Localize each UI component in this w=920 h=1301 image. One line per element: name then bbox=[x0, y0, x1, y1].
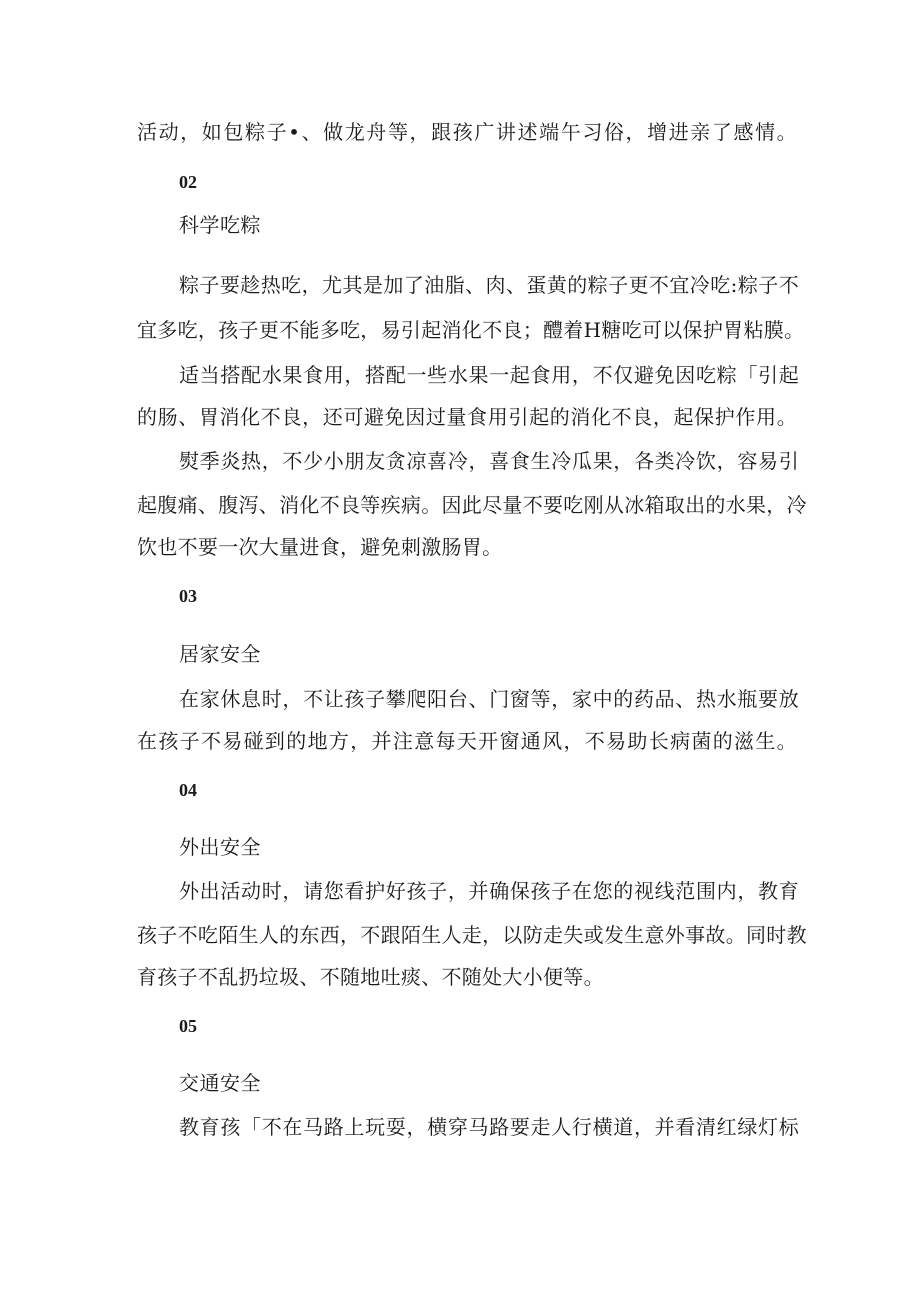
intro-line: 活动，如包粽子•、做龙舟等，跟孩广讲述端午习俗，增进亲了感情。 bbox=[137, 120, 797, 144]
paragraph-line: 宜多吃，孩子更不能多吃，易引起消化不良；醴着H糖吃可以保护胃粘膜。 bbox=[137, 318, 805, 342]
paragraph-line: 饮也不要一次大量进食，避免刺激肠胃。 bbox=[137, 535, 503, 559]
paragraph-line: 教育孩「不在马路上玩耍，横穿马路要走人行横道，并看清红绿灯标 bbox=[179, 1115, 799, 1139]
paragraph-line: 在孩子不易碰到的地方，并注意每天开窗通风，不易助长病菌的滋生。 bbox=[137, 729, 797, 753]
section-number-02: 02 bbox=[179, 172, 197, 192]
paragraph-line: 适当搭配水果食用，搭配一些水果一起食用，不仅避免因吃粽「引起 bbox=[179, 363, 799, 387]
section-number-03: 03 bbox=[179, 586, 197, 606]
paragraph-line: 育孩子不乱扔垃圾、不随地吐痰、不随处大小便等。 bbox=[137, 965, 604, 989]
paragraph-line: 起腹痛、腹泻、消化不良等疾病。因此尽量不要吃刚从冰箱取出的水果，冷 bbox=[137, 493, 807, 517]
paragraph-line: 在家休息时，不让孩子攀爬阳台、门窗等，家中的药品、热水瓶要放 bbox=[179, 687, 799, 711]
section-title-traffic-safety: 交通安全 bbox=[179, 1071, 261, 1095]
section-title-outdoor-safety: 外出安全 bbox=[179, 835, 261, 859]
paragraph-line: 的肠、胃消化不良，还可避免因过量食用引起的消化不良，起保护作用。 bbox=[137, 405, 797, 429]
paragraph-line: 熨季炎热，不少小朋友贪凉喜冷，喜食生冷瓜果，各类冷饮，容易引 bbox=[179, 449, 799, 473]
paragraph-line: 孩子不吃陌生人的东西，不跟陌生人走，以防走失或发生意外事故。同时教 bbox=[137, 923, 807, 947]
section-number-04: 04 bbox=[179, 780, 197, 800]
section-number-05: 05 bbox=[179, 1016, 197, 1036]
paragraph-line: 粽子要趁热吃，尤其是加了油脂、肉、蛋黄的粽子更不宜冷吃:粽子不 bbox=[179, 273, 799, 297]
paragraph-line: 外出活动时，请您看护好孩子，并确保孩子在您的视线范围内，教育 bbox=[179, 879, 799, 903]
section-title-home-safety: 居家安全 bbox=[179, 642, 261, 666]
section-title-scientific-eating: 科学吃粽 bbox=[179, 213, 261, 237]
